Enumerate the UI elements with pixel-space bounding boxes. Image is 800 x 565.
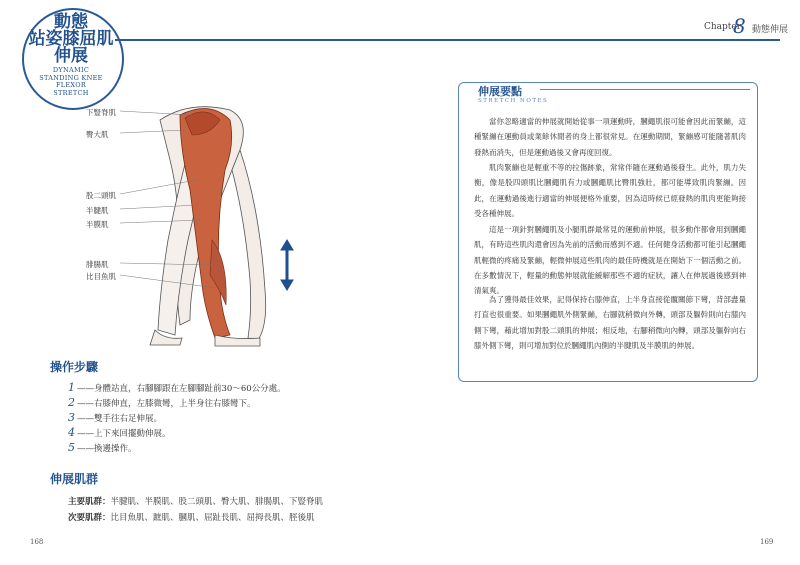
badge-subtitle-line: STANDING KNEE <box>39 73 103 82</box>
stretch-notes-paragraph: 這是一項針對膕繩肌及小腿肌群最常見的運動前伸展，很多動作都會用到膕繩肌，有時這些肌肉還會因為先前的活動而感到不適。任何健身活動都可能引起膕繩肌輕微的疼痛及緊繃，輕微伸展這些肌肉的最佳時機就是在開始下一個活動之前。在多數情況下，輕量的動態伸展就能緩解那些不適的症狀，讓人在伸展過後感到神清氣爽。 <box>474 225 746 296</box>
step-number: 5 <box>68 441 75 454</box>
up-down-arrow-icon <box>281 240 293 290</box>
badge-title-line: 站姿膝屈肌 <box>28 29 114 49</box>
page-number-right: 169 <box>760 538 774 546</box>
stretch-notes-paragraph: 當你忽略適當的伸展就開始從事一項運動時，膕繩肌很可能會因此而緊繃，這種緊繃在運動員或業餘休閒者的身上都很常見。在運動期間，緊繃感可能隨著肌肉發熱而消失，但是運動過後又會再度回復。 <box>474 117 746 157</box>
step-item: 5 ——換邊操作。 <box>68 441 137 454</box>
muscle-label: 半腱肌 <box>86 206 109 215</box>
muscle-label: 臀大肌 <box>86 130 109 139</box>
badge-title-line: 動態 <box>54 12 88 32</box>
anatomy-illustration <box>120 90 315 350</box>
muscle-label: 半膜肌 <box>86 220 109 229</box>
badge-subtitle-line: FLEXOR <box>55 81 87 89</box>
stretch-notes-rule <box>540 89 750 90</box>
step-number: 1 <box>68 381 75 394</box>
step-text: 身體站直，右腳腳跟在左腳腳趾前30～60公分處。 <box>94 384 286 394</box>
stretch-notes-title: 伸展要點 <box>478 85 522 98</box>
muscle-label: 下豎脊肌 <box>86 108 116 117</box>
header-rule <box>115 39 780 41</box>
step-text: 換邊操作。 <box>94 444 137 454</box>
page-number-left: 168 <box>30 538 44 546</box>
arm-outline <box>232 150 266 340</box>
muscle-label: 比目魚肌 <box>86 272 116 281</box>
badge-subtitle-line: DYNAMIC <box>52 66 90 74</box>
chapter-title: 動態伸展 <box>752 25 789 35</box>
chapter-label: Chapter <box>704 22 742 32</box>
step-text: 上下來回擺動伸展。 <box>94 429 171 439</box>
stretch-notes-paragraph: 為了獲得最佳效果，記得保持右膝伸直，上半身直接從髖關節下彎，背部盡量打直也很重要。如果膕繩肌外側緊繃，右腳就稍微向外轉，頭部及軀幹則向右膝內側下彎，藉此增加對股二頭肌的伸展；相反地，右腳稍微向內轉，頭部及軀幹向右膝外側下彎，則可增加對位於膕繩肌內側的半腱肌及半膜肌的伸展。 <box>474 295 746 350</box>
badge-title <box>22 14 120 65</box>
primary-muscles-label: 主要肌群： <box>68 497 111 507</box>
stretch-notes-paragraph: 肌肉緊繃也是輕重不等的拉傷跡象，常常伴隨在運動過後發生。此外，肌力失衡，像是股四頭肌比膕繩肌有力或膕繩肌比臀肌強壯，都可能導致肌肉緊繃。因此，在運動過後進行適當的伸展便格外重要，因為這時候已經發熱的肌肉更能夠接受各種伸展。 <box>474 163 746 218</box>
secondary-muscles-label: 次要肌群： <box>68 513 111 523</box>
step-item: 4 ——上下來回擺動伸展。 <box>68 426 171 439</box>
step-number: 4 <box>68 426 75 439</box>
step-item: 1 ——身體站直，右腳腳跟在左腳腳趾前30～60公分處。 <box>68 381 286 394</box>
step-text: 右膝伸直，左膝微彎，上半身往右膝彎下。 <box>94 399 256 409</box>
step-text: 雙手往右足伸展。 <box>94 414 163 424</box>
step-item: 2 ——右膝伸直，左膝微彎，上半身往右膝彎下。 <box>68 396 256 409</box>
step-item: 3 ——雙手往右足伸展。 <box>68 411 163 424</box>
muscles-heading: 伸展肌群 <box>50 472 99 486</box>
step-number: 2 <box>68 396 75 409</box>
primary-muscles-list: 半腱肌、半膜肌、股二頭肌、臀大肌、腓腸肌、下豎脊肌 <box>110 497 324 507</box>
badge-subtitle <box>22 67 120 97</box>
steps-heading: 操作步驟 <box>50 360 99 374</box>
badge-subtitle-line: STRETCH <box>53 88 89 97</box>
badge-title-line: 伸展 <box>54 46 88 66</box>
primary-muscles <box>68 495 323 507</box>
muscle-label: 股二頭肌 <box>86 191 116 200</box>
secondary-muscles <box>68 511 315 523</box>
chapter-number: 8 <box>733 14 746 38</box>
step-number: 3 <box>68 411 75 424</box>
secondary-muscles-list: 比目魚肌、蹠肌、膕肌、屈趾長肌、屈拇長肌、脛後肌 <box>110 513 315 523</box>
stretch-notes-subtitle: STRETCH NOTES <box>478 98 549 104</box>
muscle-label: 腓腸肌 <box>86 260 109 269</box>
